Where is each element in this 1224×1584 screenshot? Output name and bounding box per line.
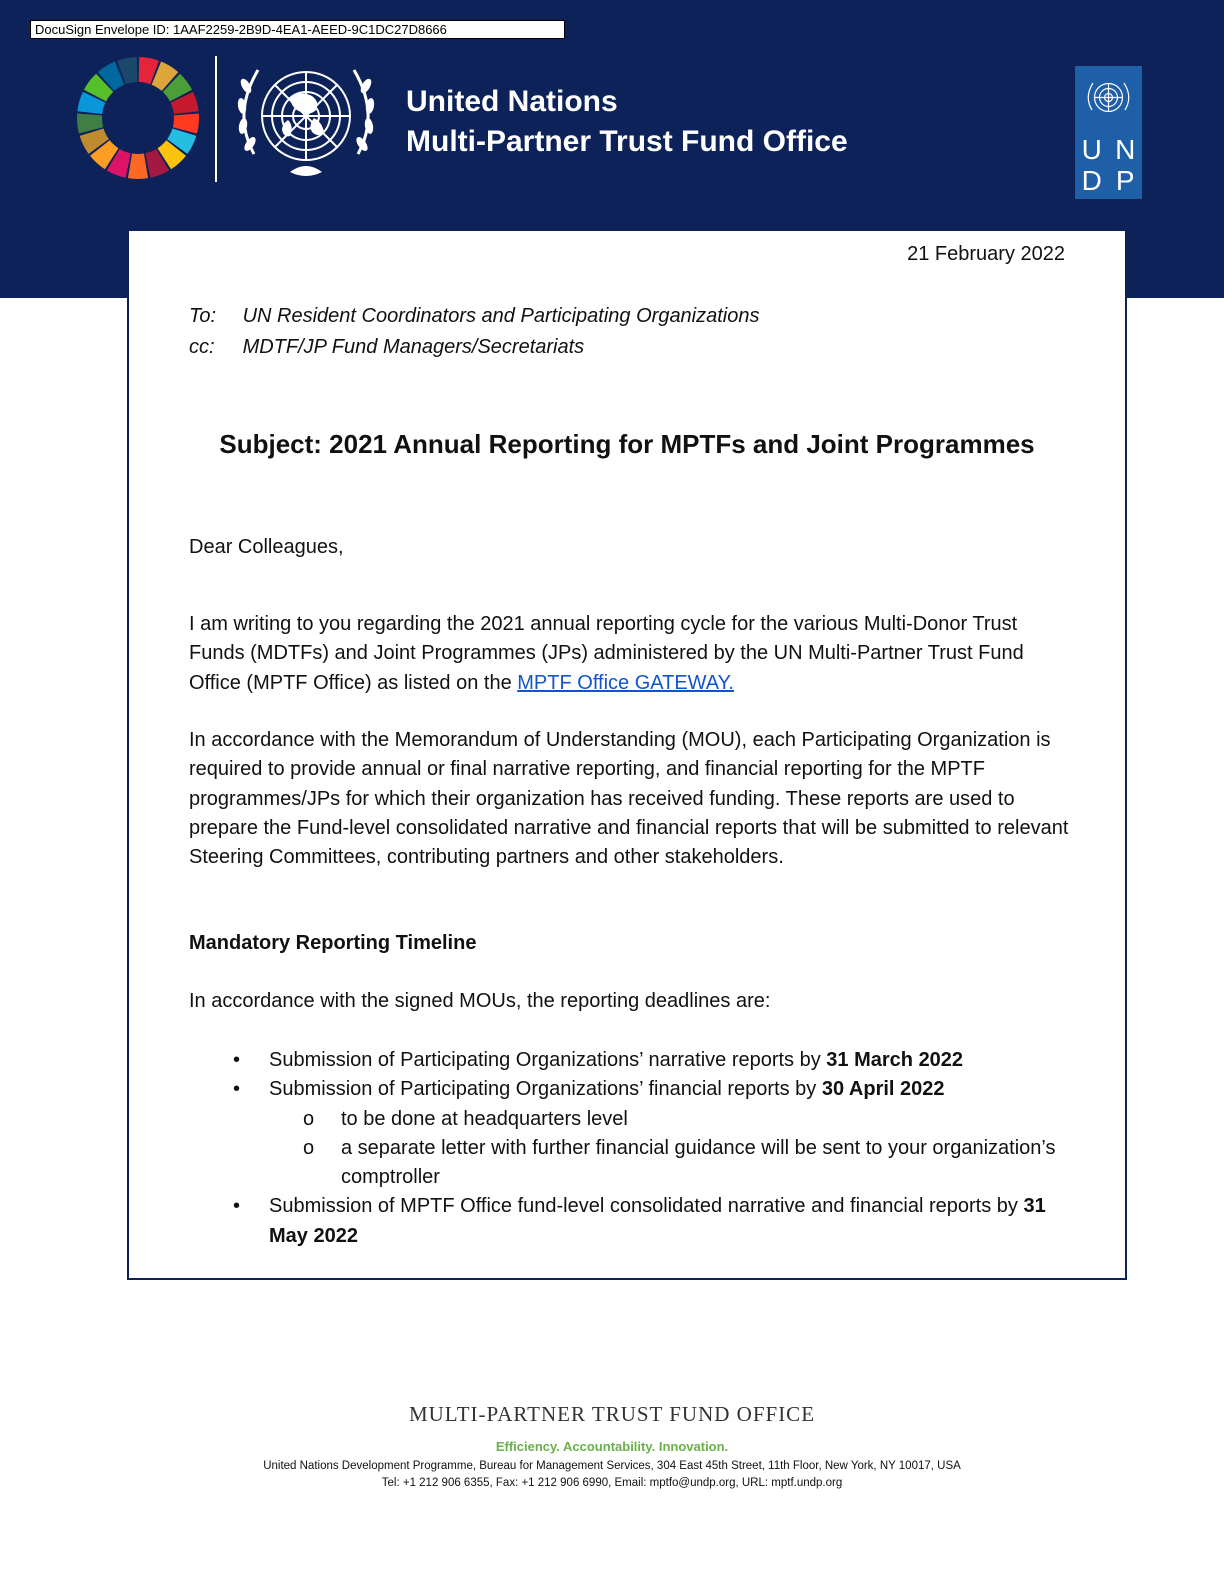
to-label: To: — [189, 305, 217, 327]
circle-bullet-icon: o — [303, 1107, 315, 1130]
letter-date: 21 February 2022 — [907, 243, 1065, 265]
docusign-envelope-id: DocuSign Envelope ID: 1AAF2259-2B9D-4EA1-AEED-9C1DC27D8666 — [30, 20, 565, 39]
un-emblem-logo — [230, 54, 382, 184]
to-value: UN Resident Coordinators and Participating Organizations — [242, 305, 760, 327]
list-item — [189, 1075, 1069, 1104]
list-item-date: 31 March 2022 — [826, 1049, 964, 1071]
undp-letter-p: P — [1115, 165, 1135, 196]
list-item-date: 31 May 2022 — [269, 1195, 1046, 1247]
cc-label: cc: — [189, 336, 215, 358]
letter-subject: Subject: 2021 Annual Reporting for MPTFs and Joint Programmes — [219, 429, 1035, 459]
list-item-text: Submission of Participating Organizations’ financial reports by — [269, 1078, 822, 1101]
cc-line — [189, 336, 584, 359]
org-name-line2: Multi-Partner Trust Fund Office — [406, 125, 848, 158]
to-line — [189, 305, 760, 328]
list-item-text: Submission of MPTF Office fund-level consolidated narrative and financial reports by — [269, 1195, 1024, 1218]
undp-letter-d: D — [1081, 165, 1102, 196]
deadline-list — [189, 1046, 1069, 1251]
bullet-icon: • — [233, 1195, 241, 1218]
footer-tagline: Efficiency. Accountability. Innovation. — [495, 1439, 729, 1454]
sub-list-item-text: a separate letter with further financial guidance will be sent to your organization’s comptroller — [341, 1136, 1056, 1189]
undp-letter-u: U — [1081, 134, 1102, 165]
footer-contact: Tel: +1 212 906 6355, Fax: +1 212 906 6990, Email: mptfo@undp.org, URL: mptf.undp.org — [381, 1477, 843, 1489]
paragraph-intro-text: I am writing to you regarding the 2021 annual reporting cycle for the various Multi-Donor Trust Funds (MDTFs) and Joint Programmes (JPs) administered by the UN Multi-Partner Trust Fund Office (MPTF Office) as listed on the — [189, 613, 1024, 694]
sub-list-item — [189, 1134, 1069, 1193]
timeline-heading: Mandatory Reporting Timeline — [189, 932, 477, 954]
sub-list-item — [189, 1105, 1069, 1134]
sdg-wheel-segment — [128, 154, 148, 179]
circle-bullet-icon: o — [303, 1136, 315, 1159]
org-name-line1: United Nations — [406, 85, 618, 118]
letter-body — [127, 229, 1127, 1280]
list-item — [189, 1192, 1069, 1251]
cc-value: MDTF/JP Fund Managers/Secretariats — [242, 336, 585, 358]
footer-org-name: MULTI-PARTNER TRUST FUND OFFICE — [408, 1402, 816, 1426]
list-item-text: Submission of Participating Organizations’ narrative reports by — [269, 1049, 827, 1071]
deadlines-intro: In accordance with the signed MOUs, the reporting deadlines are: — [189, 990, 771, 1012]
bullet-icon: • — [233, 1049, 241, 1071]
undp-letter-n: N — [1115, 134, 1136, 165]
un-emblem-small-icon — [1087, 76, 1130, 119]
sdg-wheel-logo — [76, 56, 200, 180]
list-item-date: 30 April 2022 — [821, 1078, 945, 1101]
bullet-icon: • — [233, 1078, 241, 1101]
page-footer — [0, 1402, 1224, 1489]
footer-address: United Nations Development Programme, Bureau for Management Services, 304 East 45th Street, 11th Floor, New York, NY 10017, USA — [263, 1460, 961, 1472]
salutation: Dear Colleagues, — [189, 536, 344, 558]
undp-logo — [1075, 66, 1142, 199]
gateway-link[interactable]: MPTF Office GATEWAY. — [517, 671, 734, 694]
paragraph-intro — [189, 610, 1069, 698]
org-name — [406, 82, 848, 162]
paragraph-mou: In accordance with the Memorandum of Understanding (MOU), each Participating Organization is required to provide annual or final narrative reporting, and financial reporting for the MPTF programmes/JPs for which their organization has received funding. These reports are used to prepare the Fund-level consolidated narrative and financial reports that will be submitted to relevant Steering Committees, contributing partners and other stakeholders. — [189, 729, 1069, 869]
sub-list-item-text: to be done at headquarters level — [341, 1107, 628, 1130]
logo-divider — [215, 56, 217, 182]
list-item — [189, 1046, 1069, 1075]
